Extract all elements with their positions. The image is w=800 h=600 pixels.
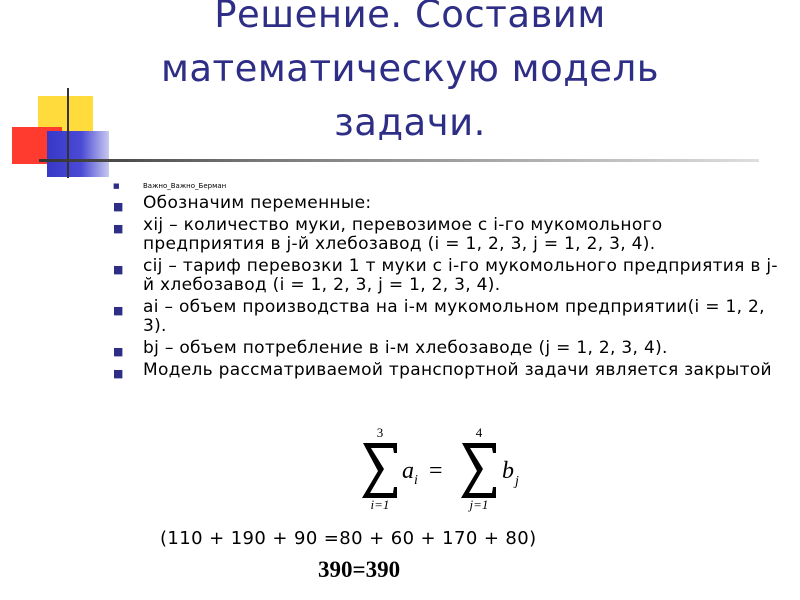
sum1-upper-limit: 3 (376, 425, 384, 440)
term-b-subscript: j (515, 474, 519, 489)
bullet-marker-icon: ■ (113, 200, 124, 213)
bullet-text: Модель рассматриваемой транспортной задачи является закрытой (143, 360, 772, 380)
bullet-text: Важно_Важно_Берман (143, 182, 227, 190)
bullet-text: xij – количество муки, перевозимое с i-го мукомольного предприятия в j-й хлебозавод (i = 1, 2, 3, j = 1, 2, 3, 4). (143, 215, 663, 254)
sigma-icon (461, 443, 496, 498)
term-a: a (402, 458, 414, 484)
bullet-item (113, 194, 783, 213)
bullet-item (113, 181, 783, 191)
slide-title (60, 0, 760, 150)
sum2-upper-limit: 4 (475, 425, 483, 440)
sigma-icon (362, 443, 397, 498)
bullet-item (113, 361, 783, 380)
bullet-marker-icon: ■ (113, 222, 124, 235)
balance-formula (338, 423, 534, 515)
equals-sign: = (429, 458, 443, 484)
slide-title-line-3: задачи. (334, 101, 486, 144)
sum2-lower-limit: j=1 (469, 497, 489, 512)
sum1-lower-limit: i=1 (370, 497, 390, 512)
term-a-subscript: i (414, 473, 418, 488)
bullet-list (113, 181, 783, 380)
balance-result: 390=390 (318, 557, 401, 582)
bullet-marker-icon: ■ (113, 182, 120, 190)
bullet-marker-icon: ■ (113, 367, 124, 380)
title-divider-line (39, 159, 759, 162)
bullet-text: Обозначим переменные: (143, 193, 372, 213)
decor-blue-square (47, 131, 109, 177)
bullet-text: ai – объем производства на i-м мукомольном предприятии(i = 1, 2, 3). (143, 297, 765, 336)
slide-title-line-2: математическую модель (160, 47, 660, 90)
term-b: b (502, 458, 514, 484)
bullet-item (113, 298, 783, 336)
bullet-text: bj – объем потребление в i-м хлебозаводе (j = 1, 2, 3, 4). (143, 338, 668, 358)
decor-vertical-line (67, 88, 69, 178)
bullet-marker-icon: ■ (113, 345, 124, 358)
bullet-item (113, 216, 783, 254)
slide-title-line-1: Решение. Составим (214, 0, 606, 36)
bullet-item (113, 257, 783, 295)
bullet-marker-icon: ■ (113, 263, 124, 276)
bullet-marker-icon: ■ (113, 304, 124, 317)
bullet-item (113, 339, 783, 358)
supply-demand-equation: (110 + 190 + 90 =80 + 60 + 170 + 80) (160, 528, 537, 549)
bullet-text: cij – тариф перевозки 1 т муки с i-го мукомольного предприятия в j-й хлебозавод (i = 1, 2, 3, j = 1, 2, 3, 4). (143, 256, 778, 295)
